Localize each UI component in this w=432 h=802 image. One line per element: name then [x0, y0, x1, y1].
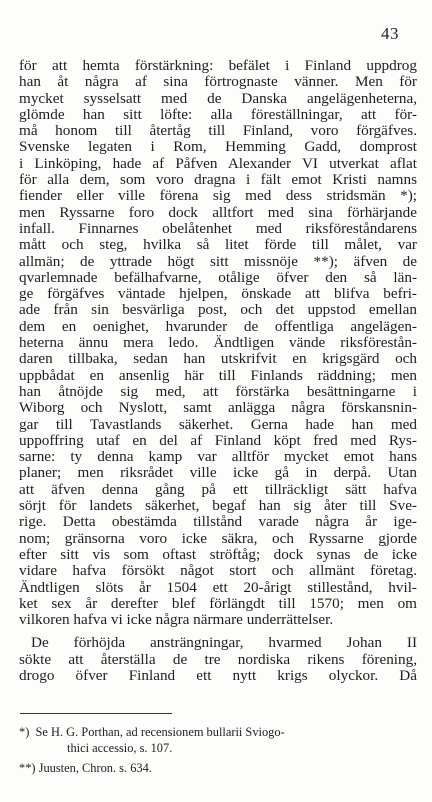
text-line: han åt några af sina förtrognaste vänner. Men för — [19, 73, 417, 91]
text-line: ade från sin besvärliga post, och det uppstod emellan — [19, 301, 417, 319]
page-number: 43 — [381, 24, 399, 43]
text-line: qvarlemnade befälhafvarne, otålige öfver den så län- — [19, 268, 417, 286]
text-line: dem en oenighet, hvarunder de offentliga angelägen- — [19, 317, 417, 335]
paragraph-1 — [19, 58, 417, 628]
text-line: sökte att återställa de tre nordiska rikens förening, — [19, 650, 417, 668]
text-line: fiender eller ville förena sig med dess stridsmän *); — [19, 187, 417, 205]
text-line: nom; gränsorna voro icke säkra, och Ryssarne gjorde — [19, 529, 417, 547]
text-line: men Ryssarne foro dock alltfort med sina förhärjande — [19, 203, 417, 221]
text-line: gar till Tavastlands säkerhet. Gerna hade han med — [19, 415, 417, 433]
text-line: infall. Finnarnes obelåtenhet med riksföreståndarens — [19, 219, 417, 237]
text-line: De förhöjda ansträngningar, hvarmed Johan II — [31, 634, 417, 652]
paragraph-2 — [19, 635, 417, 684]
footnote-marker: **) — [19, 761, 36, 775]
text-line: i Linköping, hade af Påfven Alexander VI utverkat aflat — [19, 154, 417, 172]
footnote-text: Se H. G. Porthan, ad recensionem bullarii Sviogo- — [35, 725, 285, 739]
text-line: han åtnöjde sig med, att förstärka besättningarne i — [19, 382, 417, 400]
footnote-line — [19, 724, 417, 740]
text-line: drogo öfver Finland ett nytt krigs olyckor. Då — [19, 666, 417, 684]
footnotes — [19, 724, 417, 776]
footnote-line: thici accessio, s. 107. — [67, 741, 173, 755]
text-line: planer; men riksrådet ville icke gå in derpå. Utan — [19, 464, 417, 482]
text-line: må honom till återtåg till Finland, voro förgäfves. — [19, 122, 417, 140]
text-line: rige. Detta obestämda tillstånd varade några år ige- — [19, 513, 417, 531]
text-line: glömde han sitt löfte: alla föreställningar, att för- — [19, 105, 417, 123]
footnote-divider — [20, 713, 172, 714]
text-line: mycket sysselsatt med de Danska angelägenheterna, — [19, 89, 417, 107]
text-line: heterna ännu mera ledo. Ändtligen vände riksförestån- — [19, 334, 417, 352]
text-line: mått och steg, hvilka så litet förde till målet, var — [19, 236, 417, 254]
text-line: uppbådat en ansenlig här till Finlands räddning; men — [19, 366, 417, 384]
footnote-line — [19, 760, 417, 776]
footnote-1 — [19, 724, 417, 756]
text-line: efter sitt vis som oftast ströftåg; dock synas de icke — [19, 545, 417, 563]
text-line: vilkoren hafva vi icke några närmare underrättelser. — [19, 611, 334, 629]
text-line: att äfven denna gång på ett tillräckligt sätt hafva — [19, 480, 417, 498]
text-line: ket sex år derefter blef förlängdt till 1570; men om — [19, 594, 417, 612]
text-line: vidare hafva försökt något stort och allmänt företag. — [19, 562, 417, 580]
text-line: allmän; de yttrade högt sitt missnöje **); äfven de — [19, 252, 417, 270]
footnote-text: Juusten, Chron. s. 634. — [38, 761, 152, 775]
text-line: Wiborg och Nyslott, samt anlägga några förskansnin- — [19, 399, 417, 417]
text-line: uppoffring utaf en del af Finland köpt fred med Rys- — [19, 431, 417, 449]
text-line: sarne: ty denna kamp var alltför mycket emot hans — [19, 448, 417, 466]
text-line: för att hemta förstärkning: befälet i Finland uppdrog — [19, 57, 417, 74]
text-line: Ändtligen slöts år 1504 ett 20-årigt stillestånd, hvil- — [19, 578, 417, 596]
text-line: ge förgäfves väntade hjelpen, önskade att blifva befri- — [19, 285, 417, 303]
footnote-2 — [19, 760, 417, 776]
text-line: daren tillbaka, sedan han utskrifvit en krigsgärd och — [19, 350, 417, 368]
text-line: Svenske legaten i Rom, Hemming Gadd, domprost — [19, 138, 417, 156]
text-line: sörjt för landets säkerhet, begaf han sig åter till Sve- — [19, 497, 417, 515]
footnote-marker: *) — [19, 725, 30, 739]
text-line: för alla dem, som voro dragna i fält emot Kristi namns — [19, 171, 417, 189]
body-text — [19, 58, 417, 684]
